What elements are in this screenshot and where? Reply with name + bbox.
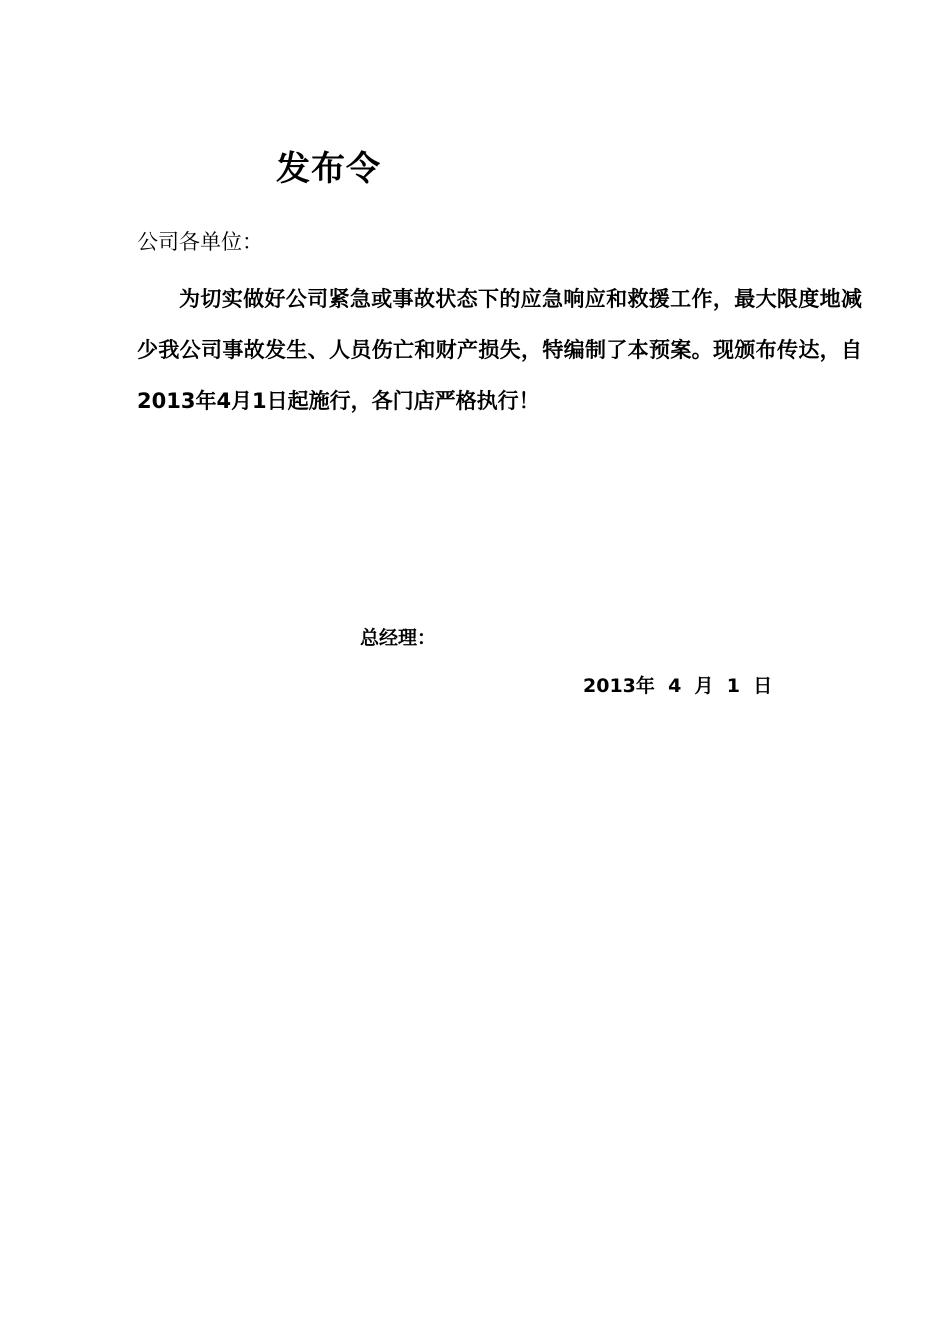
document-title: 发布令 — [276, 149, 381, 189]
body-paragraph: 为切实做好公司紧急或事故状态下的应急响应和救援工作，最大限度地减少我公司事故发生、人员伤亡和财产损失，特编制了本预案。现颁布传达，自2013年4月1日起施行，各门店严格执行！ — [137, 287, 862, 413]
signatory-label: 总经理： — [360, 627, 437, 649]
issue-date: 2013年 4 月 1 日 — [583, 675, 773, 697]
salutation: 公司各单位： — [137, 230, 263, 254]
